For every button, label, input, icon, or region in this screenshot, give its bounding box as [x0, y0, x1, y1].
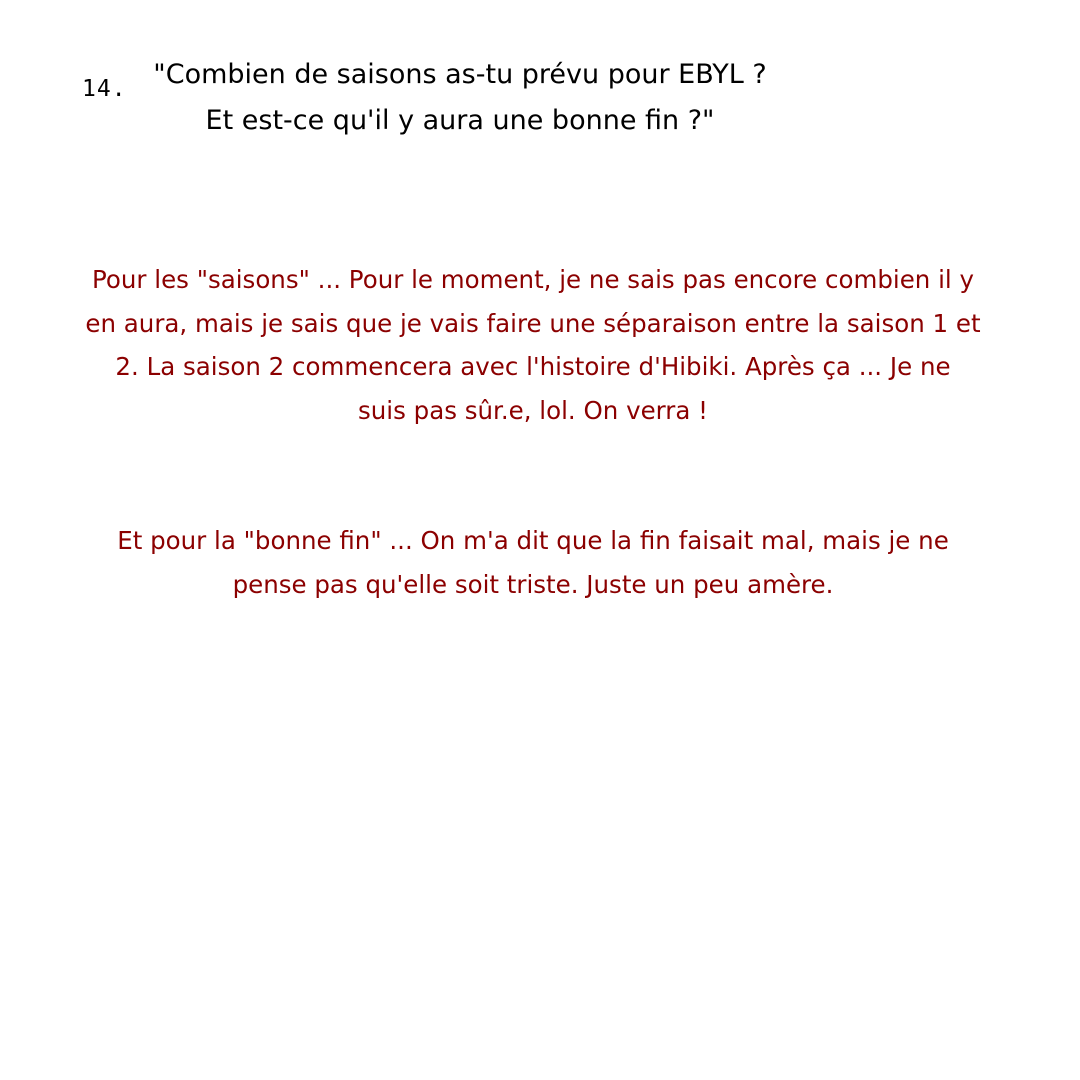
answer-line: Pour les "saisons" ... Pour le moment, je ne sais pas encore combien il y [91, 265, 974, 294]
answer-line: pense pas qu'elle soit triste. Juste un peu amère. [232, 569, 834, 599]
answer-paragraph-ending [60, 519, 1006, 606]
answer-line: suis pas sûr.e, lol. On verra ! [357, 395, 708, 425]
answer-line: en aura, mais je sais que je vais faire une séparaison entre la saison 1 et [85, 308, 981, 338]
question-line: Et est-ce qu'il y aura une bonne fin ?" [205, 105, 715, 136]
answer-line: Et pour la "bonne fin" ... On m'a dit que la fin faisait mal, mais je ne [117, 526, 949, 555]
answer-line: 2. La saison 2 commencera avec l'histoire d'Hibiki. Après ça ... Je ne [115, 352, 951, 381]
answer-paragraph-seasons [60, 258, 1006, 432]
question-line: "Combien de saisons as-tu prévu pour EBYL ? [153, 59, 767, 90]
question-number: 14. [82, 76, 127, 102]
question-text [140, 52, 780, 144]
